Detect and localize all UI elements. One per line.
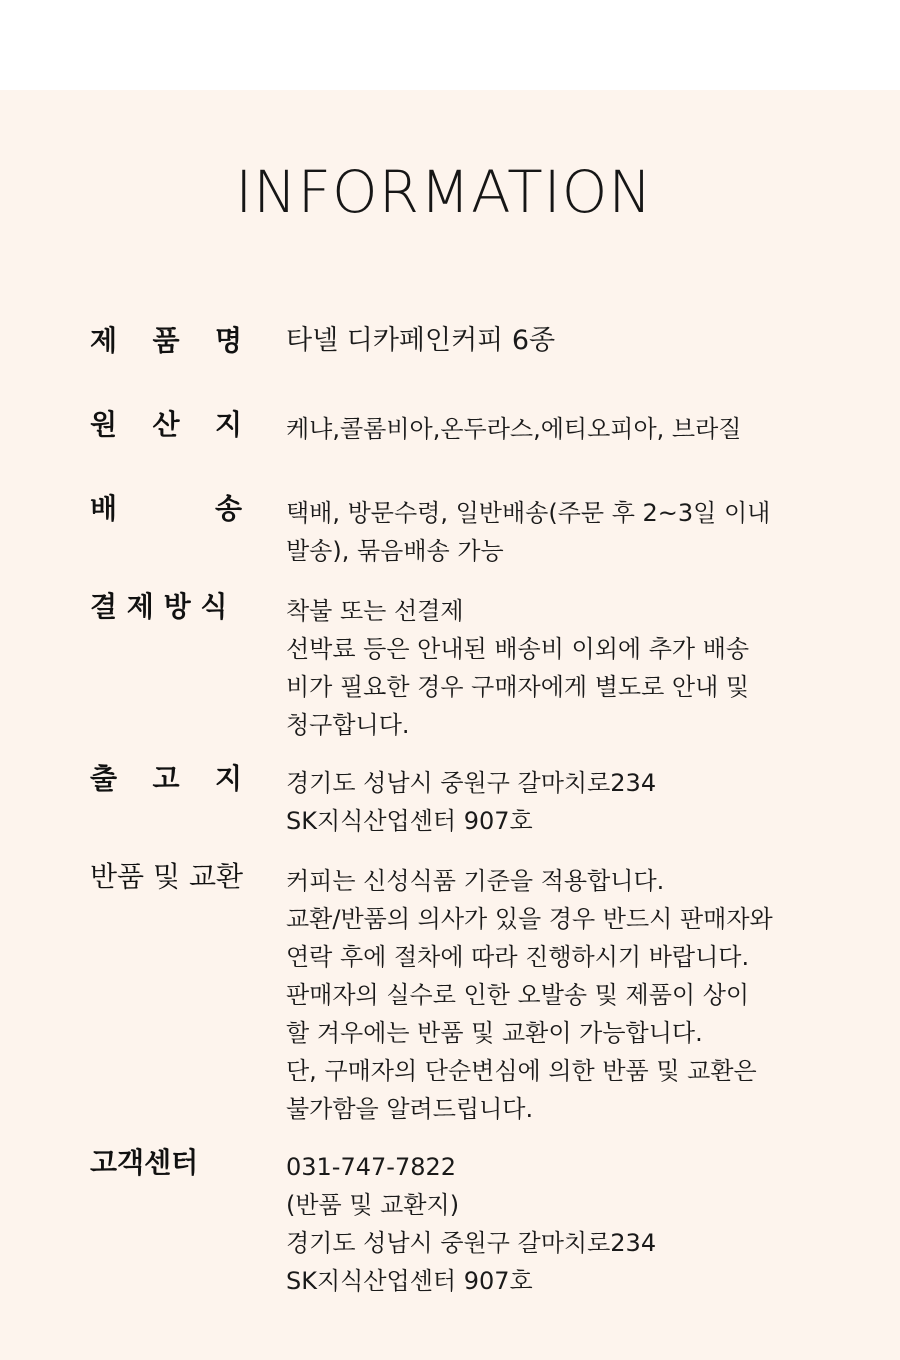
value-line: (반품 및 교환지) xyxy=(286,1191,460,1219)
value-line: 경기도 성남시 중원구 갈마치로234 xyxy=(286,1229,657,1257)
row-label: 고객센터 xyxy=(90,1146,199,1179)
label-char: 송 xyxy=(214,492,242,525)
label-char: 지 xyxy=(214,408,242,441)
value-line: 연락 후에 절차에 따라 진행하시기 바랍니다. xyxy=(286,943,750,971)
label-char: 명 xyxy=(214,324,242,357)
row-value xyxy=(286,494,826,570)
label-char: 출 xyxy=(90,762,118,795)
value-line: 발송), 묶음배송 가능 xyxy=(286,537,504,565)
page-title: INFORMATION xyxy=(235,158,653,226)
value-line: 비가 필요한 경우 구매자에게 별도로 안내 및 xyxy=(286,673,750,701)
value-line: 불가함을 알려드립니다. xyxy=(286,1095,534,1123)
value-line: 판매자의 실수로 인한 오발송 및 제품이 상이 xyxy=(286,981,750,1009)
row-label xyxy=(90,760,242,798)
row-value xyxy=(286,322,826,360)
row-label: 결 제 방 식 xyxy=(90,590,228,623)
value-line: 택배, 방문수령, 일반배송(주문 후 2~3일 이내 xyxy=(286,499,771,527)
value-line: 선박료 등은 안내된 배송비 이외에 추가 배송 xyxy=(286,635,750,663)
value-line: SK지식산업센터 907호 xyxy=(286,1267,533,1295)
row-label: 반품 및 교환 xyxy=(90,860,244,893)
label-char: 지 xyxy=(214,762,242,795)
value-line: 할 겨우에는 반품 및 교환이 가능합니다. xyxy=(286,1019,703,1047)
label-char: 품 xyxy=(152,324,180,357)
value-line: 착불 또는 선결제 xyxy=(286,597,464,625)
row-label xyxy=(90,490,242,528)
value-line: SK지식산업센터 907호 xyxy=(286,807,533,835)
value-line: 청구합니다. xyxy=(286,711,410,739)
row-label xyxy=(90,322,242,360)
label-char: 제 xyxy=(90,324,118,357)
label-char: 산 xyxy=(152,408,180,441)
value-line: 교환/반품의 의사가 있을 경우 반드시 판매자와 xyxy=(286,905,773,933)
value-line: 커피는 신성식품 기준을 적용합니다. xyxy=(286,867,665,895)
value-line: 031-747-7822 xyxy=(286,1153,457,1181)
value-line: 경기도 성남시 중원구 갈마치로234 xyxy=(286,769,657,797)
value-line: 타넬 디카페인커피 6종 xyxy=(286,325,556,356)
value-line: 케냐,콜롬비아,온두라스,에티오피아, 브라질 xyxy=(286,415,742,443)
label-char: 고 xyxy=(152,762,180,795)
value-line: 단, 구매자의 단순변심에 의한 반품 및 교환은 xyxy=(286,1057,757,1085)
row-value xyxy=(286,592,826,744)
row-value xyxy=(286,764,826,840)
label-char: 원 xyxy=(90,408,118,441)
row-value xyxy=(286,1148,826,1300)
row-value xyxy=(286,410,826,448)
label-char: 배 xyxy=(90,492,118,525)
row-label xyxy=(90,406,242,444)
row-value xyxy=(286,862,826,1128)
